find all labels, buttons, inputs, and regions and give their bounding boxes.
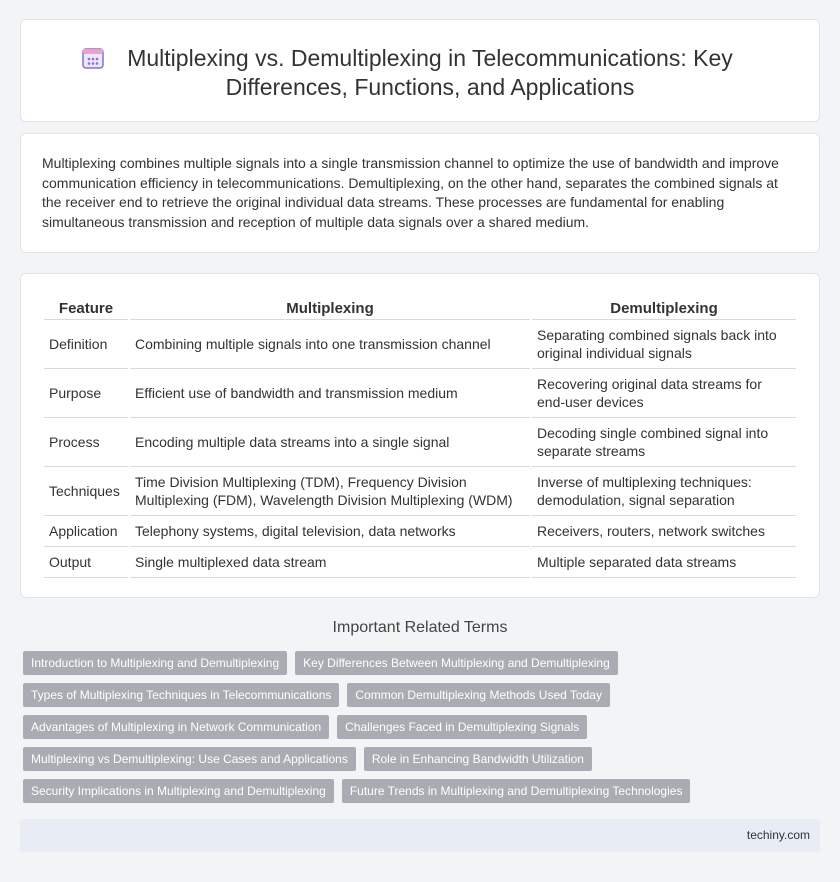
- table-row: [44, 418, 796, 467]
- feature-cell: Output: [44, 547, 128, 578]
- intro-card: [20, 133, 820, 253]
- footer: [20, 819, 820, 852]
- related-term-link[interactable]: Key Differences Between Multiplexing and Demultiplexing: [295, 651, 618, 675]
- feature-cell: Techniques: [44, 467, 128, 516]
- related-term-link[interactable]: Common Demultiplexing Methods Used Today: [347, 683, 610, 707]
- multiplexing-cell: Encoding multiple data streams into a single signal: [130, 418, 530, 467]
- table-row: [44, 467, 796, 516]
- multiplexing-cell: Single multiplexed data stream: [130, 547, 530, 578]
- tag-row: [23, 747, 803, 771]
- intro-paragraph: Multiplexing combines multiple signals into a single transmission channel to optimize the use of bandwidth and improve communication efficiency in telecommunications. Demultiplexing, on the other hand, separates the combined signals at the receiver end to retrieve the original individual data streams. These processes are fundamental for enabling simultaneous transmission and reception of multiple data signals over a shared medium.: [42, 155, 779, 230]
- column-header-multiplexing: Multiplexing: [130, 294, 530, 320]
- related-term-link[interactable]: Multiplexing vs Demultiplexing: Use Cases and Applications: [23, 747, 356, 771]
- related-terms-list: [23, 651, 803, 811]
- related-term-link[interactable]: Introduction to Multiplexing and Demultiplexing: [23, 651, 287, 675]
- page-title: Multiplexing vs. Demultiplexing in Telecommunications: Key Differences, Functions, and Applications: [127, 45, 733, 100]
- comparison-table-card: [20, 273, 820, 598]
- related-term-link[interactable]: Security Implications in Multiplexing and Demultiplexing: [23, 779, 334, 803]
- related-term-link[interactable]: Future Trends in Multiplexing and Demultiplexing Technologies: [342, 779, 691, 803]
- tag-row: [23, 651, 803, 675]
- demultiplexing-cell: Separating combined signals back into original individual signals: [532, 320, 796, 369]
- related-terms-heading: Important Related Terms: [332, 619, 508, 636]
- title-card: [20, 19, 820, 122]
- demultiplexing-cell: Receivers, routers, network switches: [532, 516, 796, 547]
- feature-cell: Definition: [44, 320, 128, 369]
- table-header-row: [44, 294, 796, 320]
- table-row: [44, 516, 796, 547]
- demultiplexing-cell: Recovering original data streams for end-user devices: [532, 369, 796, 418]
- tag-row: [23, 715, 803, 739]
- demultiplexing-cell: Decoding single combined signal into separate streams: [532, 418, 796, 467]
- multiplexing-cell: Combining multiple signals into one transmission channel: [130, 320, 530, 369]
- demultiplexing-cell: Inverse of multiplexing techniques: demodulation, signal separation: [532, 467, 796, 516]
- feature-cell: Purpose: [44, 369, 128, 418]
- column-header-feature: Feature: [44, 294, 128, 320]
- comparison-table: [42, 294, 798, 578]
- column-header-demultiplexing: Demultiplexing: [532, 294, 796, 320]
- related-term-link[interactable]: Types of Multiplexing Techniques in Telecommunications: [23, 683, 339, 707]
- tag-row: [23, 779, 803, 803]
- footer-site-name[interactable]: techiny.com: [746, 828, 810, 842]
- table-row: [44, 547, 796, 578]
- table-row: [44, 320, 796, 369]
- table-row: [44, 369, 796, 418]
- feature-cell: Application: [44, 516, 128, 547]
- multiplexing-cell: Telephony systems, digital television, data networks: [130, 516, 530, 547]
- multiplexing-cell: Efficient use of bandwidth and transmission medium: [130, 369, 530, 418]
- multiplexing-cell: Time Division Multiplexing (TDM), Frequency Division Multiplexing (FDM), Wavelength Division Multiplexing (WDM): [130, 467, 530, 516]
- feature-cell: Process: [44, 418, 128, 467]
- related-term-link[interactable]: Role in Enhancing Bandwidth Utilization: [364, 747, 592, 771]
- tag-row: [23, 683, 803, 707]
- related-term-link[interactable]: Advantages of Multiplexing in Network Communication: [23, 715, 329, 739]
- demultiplexing-cell: Multiple separated data streams: [532, 547, 796, 578]
- related-term-link[interactable]: Challenges Faced in Demultiplexing Signals: [337, 715, 587, 739]
